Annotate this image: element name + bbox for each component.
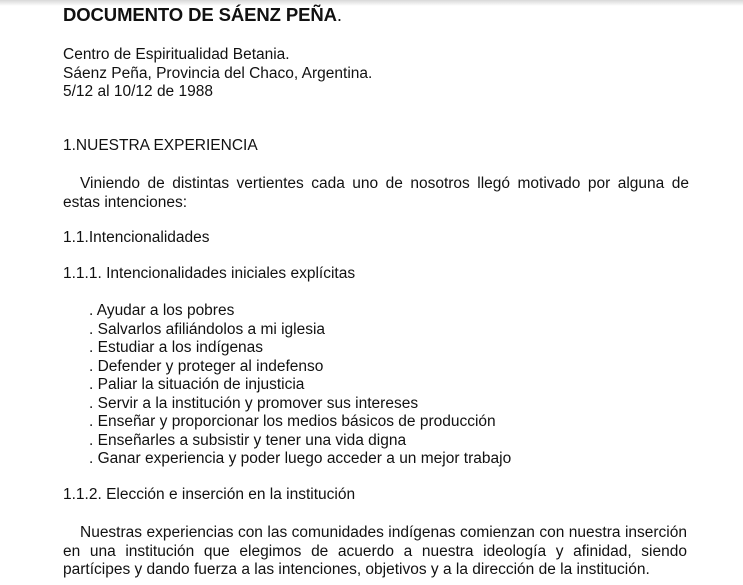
list-item: . Enseñar y proporcionar los medios básicos de producción: [89, 413, 496, 430]
meta-location-city: Sáenz Peña, Provincia del Chaco, Argentina.: [63, 64, 373, 82]
section-heading-1-1-1: 1.1.1. Intencionalidades iniciales explícitas: [63, 265, 356, 282]
document-meta: [63, 46, 372, 102]
paragraph-line: estas intenciones:: [63, 193, 188, 211]
list-item: . Paliar la situación de injusticia: [89, 376, 305, 393]
meta-dates: 5/12 al 10/12 de 1988: [63, 83, 213, 100]
section-heading-1: 1.NUESTRA EXPERIENCIA: [63, 137, 258, 154]
intentions-list: [89, 302, 511, 469]
list-item: . Salvarlos afiliándolos a mi iglesia: [89, 320, 326, 338]
section-1-paragraph: [63, 175, 689, 212]
list-item: . Estudiar a los indígenas: [89, 339, 264, 356]
title-text: DOCUMENTO DE SÁENZ PEÑA: [63, 4, 337, 25]
paragraph-line: en una institución que elegimos de acuerdo a nuestra ideología y afinidad, siendo: [63, 542, 687, 560]
title-period: .: [336, 4, 342, 25]
list-item: . Servir a la institución y promover sus intereses: [89, 394, 419, 412]
section-1-1-2-paragraph: [63, 524, 687, 580]
list-item: . Enseñarles a subsistir y tener una vida digna: [89, 431, 407, 449]
list-item: . Ayudar a los pobres: [89, 302, 235, 319]
meta-location-center: Centro de Espiritualidad Betania.: [63, 46, 290, 63]
section-heading-1-1: 1.1.Intencionalidades: [63, 229, 210, 246]
paragraph-line: partícipes y dando fuerza a las intenciones, objetivos y a la dirección de la institución.: [63, 561, 650, 578]
paragraph-line: Nuestras experiencias con las comunidades indígenas comienzan con nuestra inserción: [80, 524, 687, 541]
paragraph-line: Viniendo de distintas vertientes cada uno de nosotros llegó motivado por alguna de: [80, 175, 689, 192]
list-item: . Defender y proteger al indefenso: [89, 357, 324, 375]
list-item: . Ganar experiencia y poder luego acceder a un mejor trabajo: [89, 450, 512, 467]
section-heading-1-1-2: 1.1.2. Elección e inserción en la institución: [63, 486, 356, 503]
document-title: [63, 4, 342, 26]
